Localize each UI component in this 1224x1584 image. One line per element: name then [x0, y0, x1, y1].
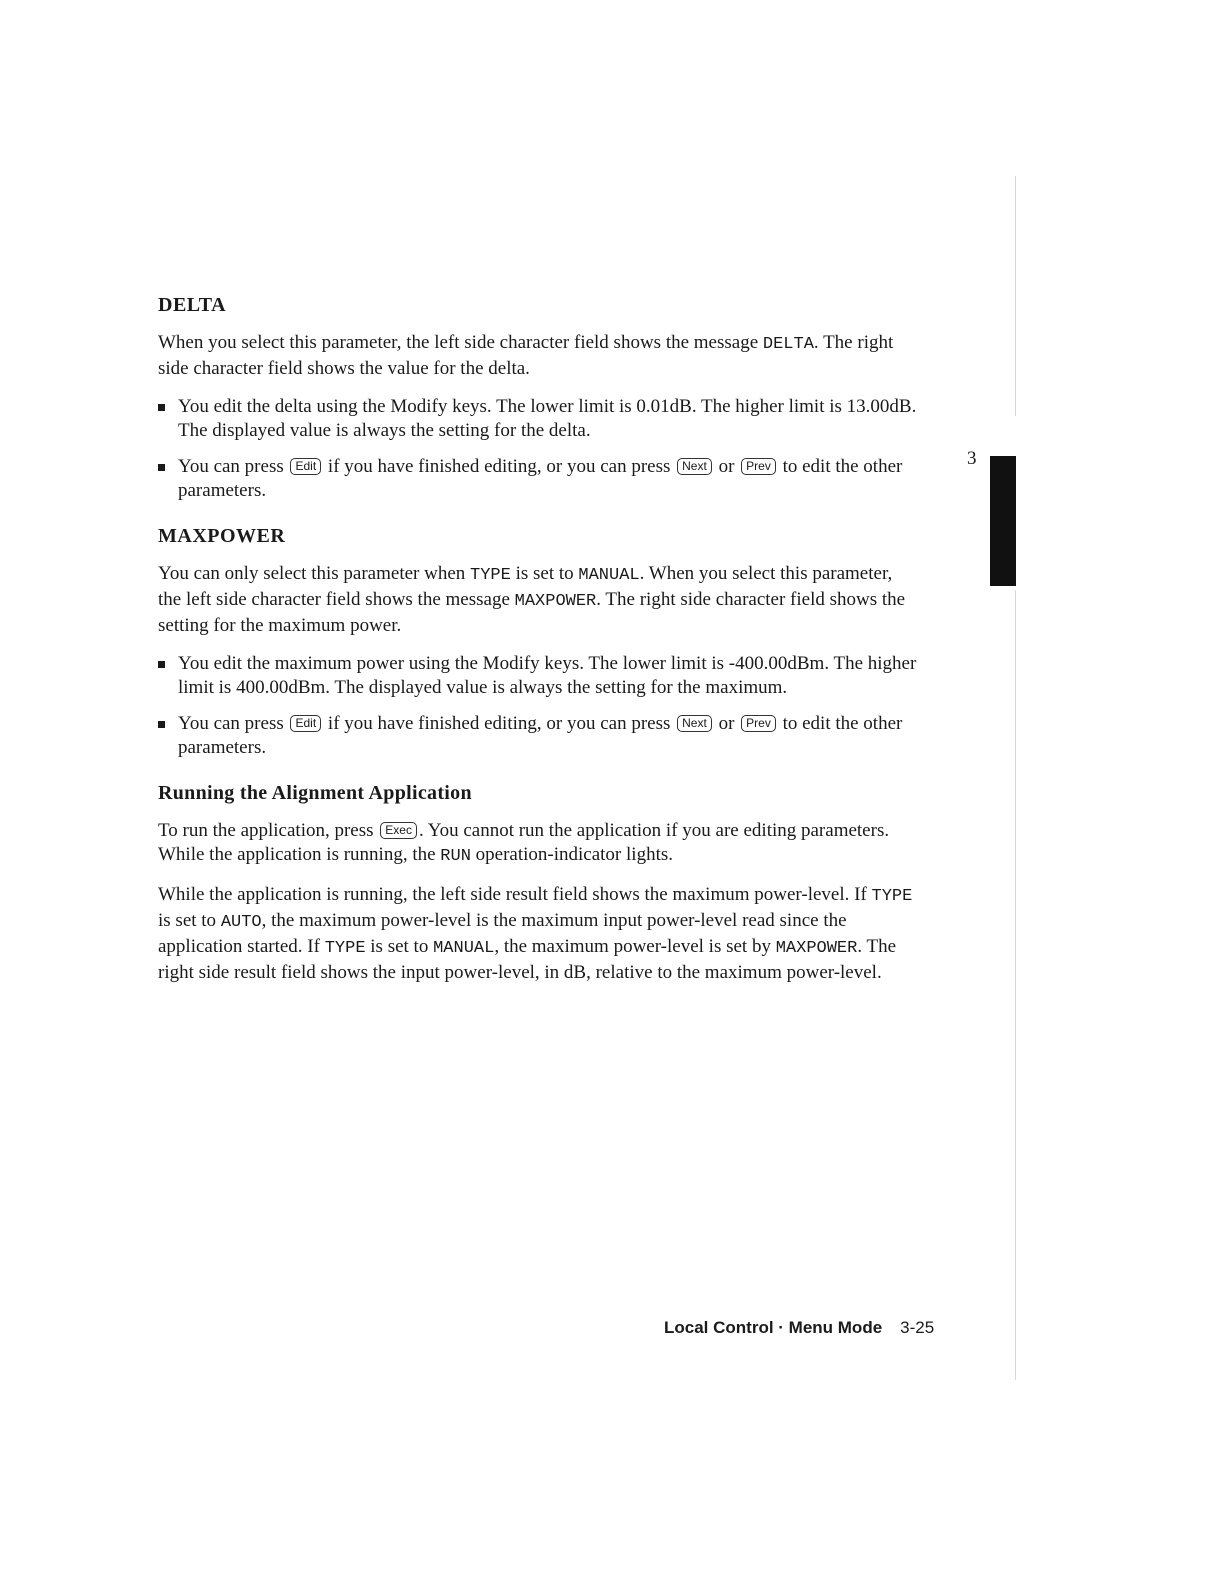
- prev-key: Prev: [741, 458, 776, 475]
- prev-key: Prev: [741, 715, 776, 732]
- bullet-icon: [158, 721, 165, 728]
- maxpower-heading: MAXPOWER: [158, 525, 286, 547]
- delta-heading: DELTA: [158, 294, 227, 316]
- next-key: Next: [677, 458, 712, 475]
- page-edge-line: [1015, 176, 1016, 416]
- code-type: TYPE: [324, 939, 366, 958]
- running-heading: Running the Alignment Application: [158, 782, 472, 804]
- exec-key: Exec: [380, 822, 417, 839]
- footer-section: Local Control · Menu Mode: [664, 1318, 883, 1337]
- edit-key: Edit: [290, 458, 321, 475]
- running-paragraph-2: While the application is running, the left side result field shows the maximum power-level. If TYPE is set to AUTO, the maximum power-level is the maximum input power-level read since the application started. If TYPE is set to MANUAL, the maximum power-level is set by MAXPOWER. The right side result field shows the input power-level, in dB, relative to the maximum power-level.: [158, 884, 913, 983]
- page-edge-line: [1015, 590, 1016, 1380]
- code-manual: MANUAL: [433, 939, 495, 958]
- page-footer: [664, 1318, 934, 1338]
- code-manual: MANUAL: [578, 566, 640, 585]
- running-paragraph-1: To run the application, press Exec . You cannot run the application if you are editing parameters. While the application is running, the RUN operation-indicator lights.: [158, 820, 890, 866]
- code-run: RUN: [440, 847, 471, 866]
- list-item: You edit the delta using the Modify keys. The lower limit is 0.01dB. The higher limit is 13.00dB. The displayed value is always the setting for the delta.: [158, 395, 918, 443]
- list-item: You edit the maximum power using the Modify keys. The lower limit is -400.00dBm. The higher limit is 400.00dBm. The displayed value is always the setting for the maximum.: [158, 652, 918, 700]
- chapter-tab-marker: [990, 456, 1016, 586]
- maxpower-bullets: [158, 652, 918, 760]
- chapter-number: 3: [967, 448, 977, 469]
- bullet-icon: [158, 464, 165, 471]
- code-delta: DELTA: [762, 335, 814, 354]
- maxpower-intro: You can only select this parameter when TYPE is set to MANUAL. When you select this parameter, the left side character field shows the message MAXPOWER. The right side character field shows the setting for the maximum power.: [158, 563, 906, 636]
- code-auto: AUTO: [220, 913, 262, 932]
- bullet-icon: [158, 404, 165, 411]
- delta-bullets: [158, 395, 918, 503]
- edit-key: Edit: [290, 715, 321, 732]
- list-item: You can press Edit if you have finished editing, or you can press Next or Prev to edit the other parameters.: [158, 455, 918, 503]
- delta-intro: When you select this parameter, the left side character field shows the message DELTA. The right side character field shows the value for the delta.: [158, 332, 894, 379]
- page-number: 3-25: [900, 1318, 935, 1337]
- code-type: TYPE: [871, 887, 913, 906]
- code-maxpower: MAXPOWER: [514, 592, 597, 611]
- page-body: [158, 294, 918, 999]
- code-maxpower: MAXPOWER: [775, 939, 858, 958]
- next-key: Next: [677, 715, 712, 732]
- bullet-icon: [158, 661, 165, 668]
- list-item: You can press Edit if you have finished editing, or you can press Next or Prev to edit the other parameters.: [158, 712, 918, 760]
- code-type: TYPE: [470, 566, 511, 585]
